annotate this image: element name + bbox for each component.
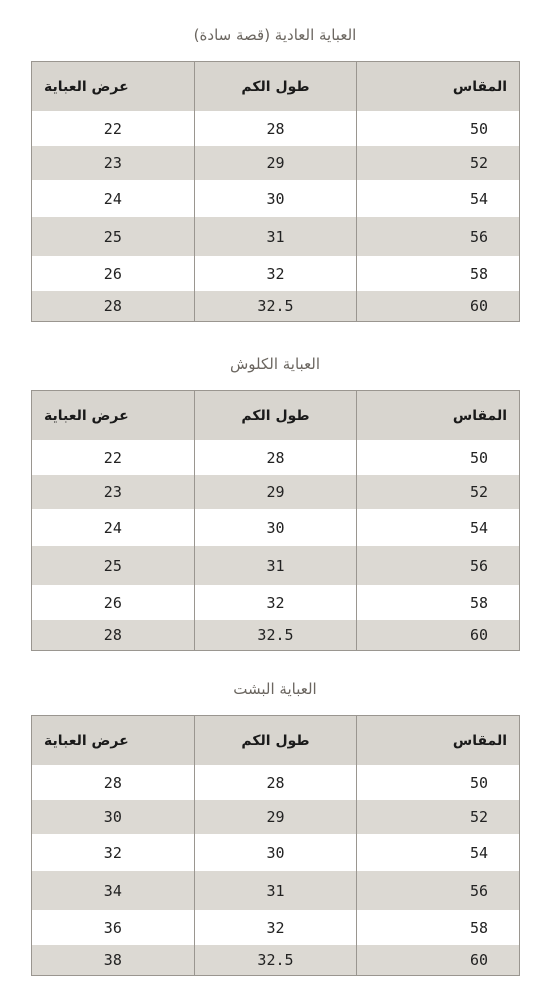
cell-width: 24 (32, 509, 195, 546)
cell-sleeve: 30 (194, 180, 357, 217)
cell-sleeve: 31 (194, 546, 357, 585)
table-row (32, 585, 520, 620)
cell-sleeve: 29 (194, 146, 357, 180)
column-header-sleeve: طول الكم (194, 716, 357, 766)
cell-width: 25 (32, 217, 195, 256)
cell-width: 28 (32, 765, 195, 800)
cell-sleeve: 32 (194, 910, 357, 945)
column-header-size: المقاس (357, 62, 520, 112)
cell-sleeve: 31 (194, 217, 357, 256)
column-header-width: عرض العباية (32, 62, 195, 112)
cell-width: 26 (32, 585, 195, 620)
cell-sleeve: 32 (194, 256, 357, 291)
size-table-cloche-abaya (31, 390, 520, 651)
table-row (32, 217, 520, 256)
cell-size: 52 (357, 475, 520, 509)
table-header-row (32, 62, 520, 112)
cell-width: 22 (32, 440, 195, 475)
cell-size: 54 (357, 509, 520, 546)
cell-width: 28 (32, 620, 195, 650)
table-header-row (32, 391, 520, 441)
cell-size: 58 (357, 585, 520, 620)
cell-sleeve: 28 (194, 765, 357, 800)
cell-size: 50 (357, 111, 520, 146)
cell-width: 36 (32, 910, 195, 945)
cell-sleeve: 29 (194, 800, 357, 834)
cell-size: 54 (357, 180, 520, 217)
section-title-cloche-abaya: العباية الكلوش (229, 355, 321, 373)
table-row (32, 146, 520, 180)
column-header-size: المقاس (357, 716, 520, 766)
table-header-row (32, 716, 520, 766)
cell-size: 58 (357, 910, 520, 945)
cell-width: 30 (32, 800, 195, 834)
cell-size: 58 (357, 256, 520, 291)
table-row (32, 475, 520, 509)
cell-sleeve: 29 (194, 475, 357, 509)
table-row (32, 620, 520, 650)
cell-width: 25 (32, 546, 195, 585)
table-row (32, 800, 520, 834)
table-row (32, 910, 520, 945)
table-row (32, 945, 520, 975)
cell-size: 60 (357, 291, 520, 321)
cell-size: 54 (357, 834, 520, 871)
cell-sleeve: 32.5 (194, 620, 357, 650)
table-row (32, 765, 520, 800)
cell-width: 22 (32, 111, 195, 146)
table-row (32, 546, 520, 585)
cell-sleeve: 32.5 (194, 945, 357, 975)
cell-size: 60 (357, 945, 520, 975)
column-header-width: عرض العباية (32, 716, 195, 766)
cell-size: 56 (357, 871, 520, 910)
size-table-regular-abaya (31, 61, 520, 322)
cell-width: 32 (32, 834, 195, 871)
cell-sleeve: 28 (194, 111, 357, 146)
cell-width: 23 (32, 146, 195, 180)
cell-width: 26 (32, 256, 195, 291)
table-row (32, 256, 520, 291)
cell-width: 24 (32, 180, 195, 217)
cell-width: 34 (32, 871, 195, 910)
cell-size: 60 (357, 620, 520, 650)
cell-size: 52 (357, 800, 520, 834)
section-title-regular-abaya: العباية العادية (قصة سادة) (193, 26, 357, 44)
cell-sleeve: 28 (194, 440, 357, 475)
cell-size: 56 (357, 217, 520, 256)
section-title-bisht-abaya: العباية البشت (233, 680, 317, 698)
cell-size: 56 (357, 546, 520, 585)
cell-size: 52 (357, 146, 520, 180)
table-row (32, 509, 520, 546)
size-table-bisht-abaya (31, 715, 520, 976)
column-header-sleeve: طول الكم (194, 62, 357, 112)
cell-sleeve: 30 (194, 834, 357, 871)
column-header-width: عرض العباية (32, 391, 195, 441)
table-row (32, 871, 520, 910)
column-header-size: المقاس (357, 391, 520, 441)
cell-sleeve: 31 (194, 871, 357, 910)
cell-width: 38 (32, 945, 195, 975)
table-row (32, 180, 520, 217)
column-header-sleeve: طول الكم (194, 391, 357, 441)
cell-width: 28 (32, 291, 195, 321)
cell-width: 23 (32, 475, 195, 509)
table-row (32, 834, 520, 871)
table-row (32, 291, 520, 321)
cell-sleeve: 32.5 (194, 291, 357, 321)
cell-size: 50 (357, 765, 520, 800)
table-row (32, 111, 520, 146)
table-row (32, 440, 520, 475)
cell-sleeve: 32 (194, 585, 357, 620)
cell-sleeve: 30 (194, 509, 357, 546)
cell-size: 50 (357, 440, 520, 475)
